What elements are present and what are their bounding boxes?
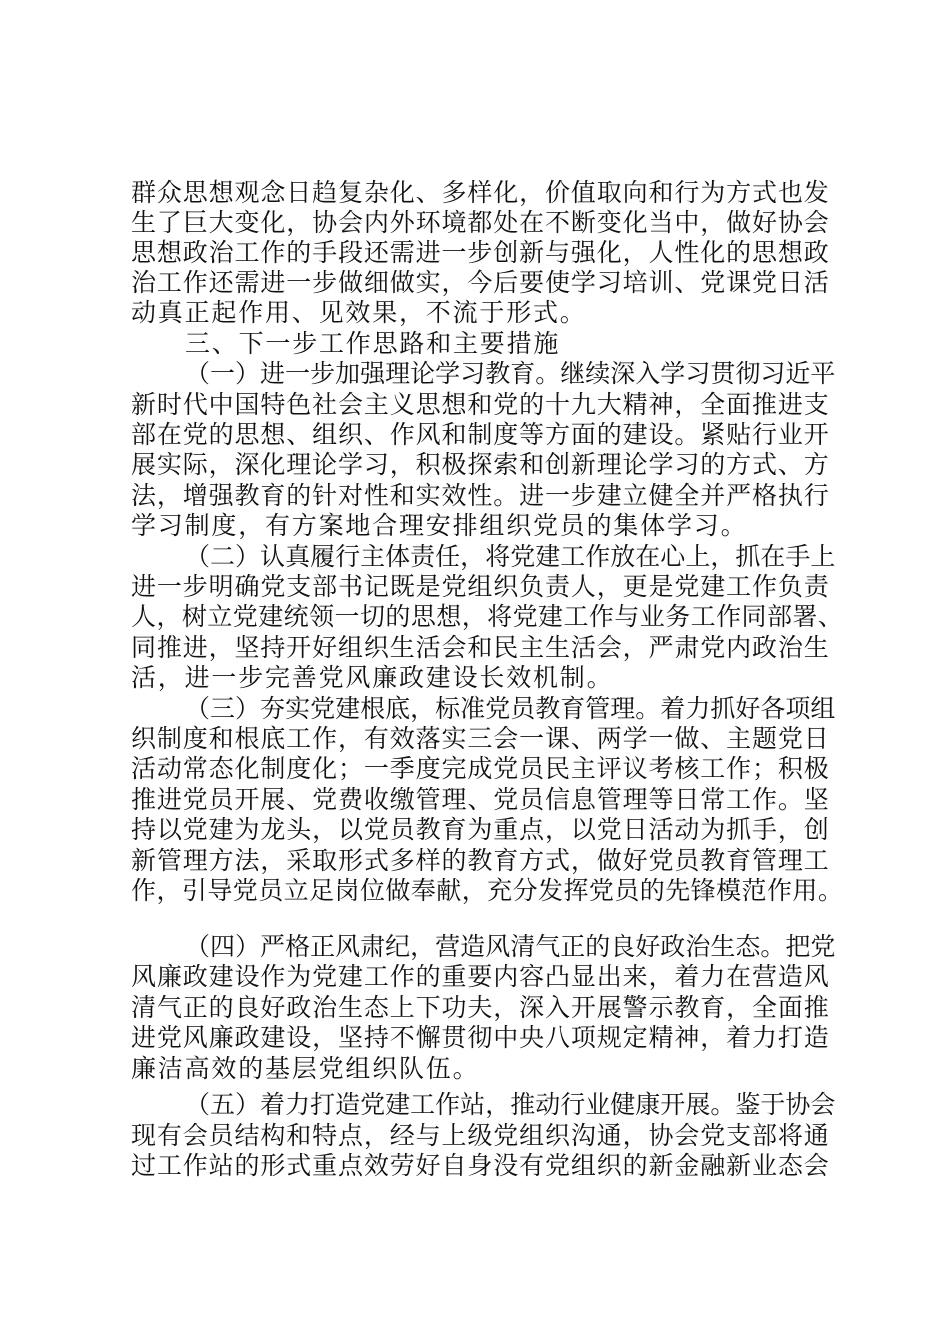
- text-line: （ 一 ） 进 一 步 加 强 理 论 学 习 教 育 。 继 续 深 入 学 习 贯 彻 习 近 平: [185, 359, 836, 388]
- text-line: 过 工 作 站 的 形 式 重 点 效 劳 好 自 身 没 有 党 组 织 的 新 金 融 新 业 态 会: [131, 1151, 829, 1180]
- text-line: 思 想 政 治 工 作 的 手 段 还 需 进 一 步 创 新 与 强 化 ， 人 性 化 的 思 想 政: [131, 238, 829, 267]
- text-line: 活，进一步完善党风廉政建设长效机制。: [131, 663, 614, 692]
- text-line: 治 工 作 还 需 进 一 步 做 细 做 实 ， 今 后 要 使 学 习 培 训 、 党 课 党 日 活: [131, 268, 829, 297]
- text-line: （ 五 ） 着 力 打 造 党 建 工 作 站 ， 推 动 行 业 健 康 开 展 。 鉴 于 协 会: [185, 1090, 836, 1119]
- text-line: 进 党 风 廉 政 建 设 ， 坚 持 不 懈 贯 彻 中 央 八 项 规 定 精 神 ， 着 力 打 造: [131, 1023, 829, 1052]
- text-line: 三、下一步工作思路和主要措施: [185, 329, 561, 358]
- text-line: 人 ， 树 立 党 建 统 领 一 切 的 思 想 ， 将 党 建 工 作 与 业 务 工 作 同 部 署 、: [131, 602, 843, 631]
- text-line: 作 ， 引 导 党 员 立 足 岗 位 做 奉 献 ， 充 分 发 挥 党 员 的 先 锋 模 范 作 用 。: [131, 876, 843, 905]
- text-line: 清 气 正 的 良 好 政 治 生 态 上 下 功 夫 ， 深 入 开 展 警 示 教 育 ， 全 面 推: [131, 993, 829, 1022]
- text-line: 推 进 党 员 开 展 、 党 费 收 缴 管 理 、 党 员 信 息 管 理 等 日 常 工 作 。 坚: [131, 785, 829, 814]
- text-line: 新 管 理 方 法 ， 采 取 形 式 多 样 的 教 育 方 式 ， 做 好 党 员 教 育 管 理 工: [131, 846, 829, 875]
- text-line: 展 实 际 ， 深 化 理 论 学 习 ， 积 极 探 索 和 创 新 理 论 学 习 的 方 式 、 方: [131, 450, 829, 479]
- text-line: 现 有 会 员 结 构 和 特 点 ， 经 与 上 级 党 组 织 沟 通 ， 协 会 党 支 部 将 通: [131, 1121, 829, 1150]
- text-line: 新 时 代 中 国 特 色 社 会 主 义 思 想 和 党 的 十 九 大 精 神 ， 全 面 推 进 支: [131, 390, 829, 419]
- text-line: （ 二 ） 认 真 履 行 主 体 责 任 ， 将 党 建 工 作 放 在 心 上 ， 抓 在 手 上: [185, 542, 836, 571]
- text-line: 部 在 党 的 思 想 、 组 织 、 作 风 和 制 度 等 方 面 的 建 设 。 紧 贴 行 业 开: [131, 420, 829, 449]
- text-line: 动真正起作用、见效果，不流于形式。: [131, 298, 587, 327]
- text-line: 进 一 步 明 确 党 支 部 书 记 既 是 党 组 织 负 责 人 ， 更 是 党 建 工 作 负 责: [131, 572, 829, 601]
- text-line: 学习制度，有方案地合理安排组织党员的集体学习。: [131, 511, 748, 540]
- text-line: 活 动 常 态 化 制 度 化 ； 一 季 度 完 成 党 员 民 主 评 议 考 核 工 作 ； 积 极: [131, 754, 829, 783]
- text-line: 生 了 巨 大 变 化 ， 协 会 内 外 环 境 都 处 在 不 断 变 化 当 中 ， 做 好 协 会: [131, 208, 829, 237]
- text-line: 织 制 度 和 根 底 工 作 ， 有 效 落 实 三 会 一 课 、 两 学 一 做 、 主 题 党 日: [131, 724, 829, 753]
- text-line: （ 四 ） 严 格 正 风 肃 纪 ， 营 造 风 清 气 正 的 良 好 政 治 生 态 。 把 党: [185, 932, 836, 961]
- text-line: 同 推 进 ， 坚 持 开 好 组 织 生 活 会 和 民 主 生 活 会 ， 严 肃 党 内 政 治 生: [131, 633, 829, 662]
- text-line: 法 ， 增 强 教 育 的 针 对 性 和 实 效 性 。 进 一 步 建 立 健 全 并 严 格 执 行: [131, 481, 829, 510]
- text-line: （ 三 ） 夯 实 党 建 根 底 ， 标 准 党 员 教 育 管 理 。 着 力 抓 好 各 项 组: [185, 694, 836, 723]
- text-line: 群 众 思 想 观 念 日 趋 复 杂 化 、 多 样 化 ， 价 值 取 向 和 行 为 方 式 也 发: [131, 178, 829, 207]
- text-line: 廉洁高效的基层党组织队伍。: [131, 1054, 480, 1083]
- text-line: 持 以 党 建 为 龙 头 ， 以 党 员 教 育 为 重 点 ， 以 党 日 活 动 为 抓 手 ， 创: [131, 815, 829, 844]
- text-line: 风 廉 政 建 设 作 为 党 建 工 作 的 重 要 内 容 凸 显 出 来 ， 着 力 在 营 造 风: [131, 962, 829, 991]
